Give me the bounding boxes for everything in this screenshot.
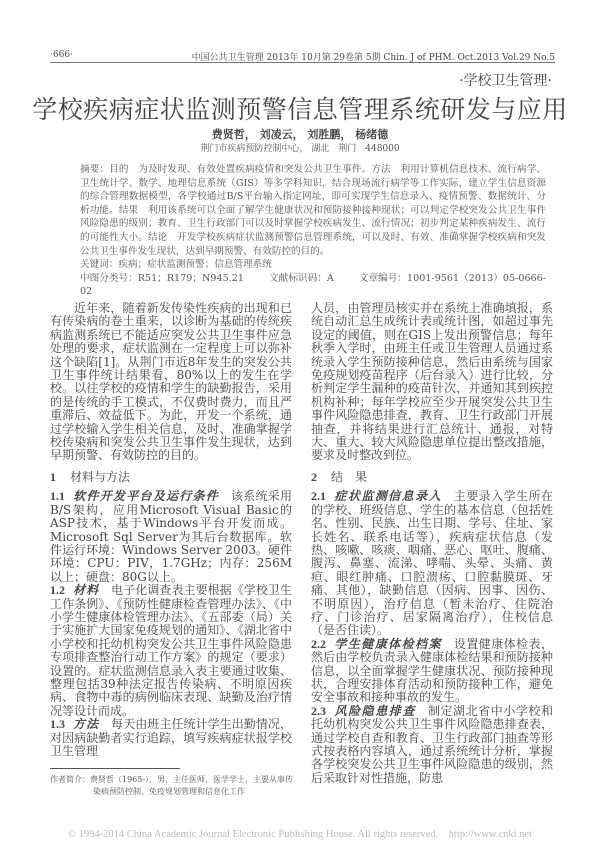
author-footnote (50, 774, 295, 798)
footnote-line: 作者简介：费贤哲（1965-），男，主任医师，医学学士，主要从事传 (50, 775, 294, 785)
running-header (50, 48, 555, 63)
subsection-text: 电子化调查表主要根据《学校卫生工作条例》、《预防性健康检查管理办法》、《中小学生健康体检管理办法》、《五部委（局）关于实施扩大国家免疫规划的通知》、《湖北省中小学校和托幼机构突发公共卫生事件风险隐患专项排查整治行动工作方案》的规定（要求）设置的。症状监测信息录入表主要通过收集、整理包括39种法定报告传染病、不明原因疾病、食物中毒的病例临床表现、缺勤及治疗情况等设计而成。 (50, 583, 292, 718)
section-title: 材料与方法 (70, 469, 131, 484)
subsection-title: 材料 (73, 583, 100, 598)
abstract (80, 163, 546, 299)
section-heading-1 (50, 471, 292, 484)
column-tag: ·学校卫生管理· (459, 73, 552, 89)
copyright-watermark: © 1994-2014 China Academic Journal Electronic Publishing House. All rights reserved. http://www.cnki.net (68, 829, 532, 840)
section-title: 结 果 (331, 469, 368, 484)
document-code: 文献标识码：A (269, 272, 334, 284)
subsection-text: 设置健康体检表，然后由学校负责录入健康体检结果和预防接种信息，以全面掌握学生健康状况、预防接种现状，合理安排体育活动和预防接种工作，避免安全事故和接种事故的发生。 (311, 636, 553, 705)
clc-number: 中图分类号：R51；R179；N945.21 (80, 272, 244, 284)
continued-paragraph: 人员，由管理员核实并在系统上准确填报，系统自动汇总生成统计表或统计图，如超过事先设定的阈值，则在GIS上发出预警信息；每年秋季入学时，由班主任或卫生管理人员通过系统录入学生预防接种信息，然后由系统与国家免疫规划疫苗程序（后台录入）进行比较，分析判定学生漏种的疫苗针次，并通知其到疾控机构补种；每年学校应至少开展突发公共卫生事件风险隐患排查，教育、卫生行政部门开展抽查，并将结果进行汇总统计、通报，对特大、重大、较大风险隐患单位提出整改措施，要求及时整改到位。 (311, 301, 553, 463)
subsection-1-1 (50, 490, 292, 584)
intro-paragraph: 近年来，随着新发传染性疾病的出现和已有传染病的卷土重来，以诊断为基础的传统疾病监测系统已不能适应突发公共卫生事件应急处理的要求，症状监测在一定程度上可以弥补这个缺陷[1]。从荆门市近8年发生的突发公共卫生事件统计结果看，80%以上的发生在学校。以往学校的疫情和学生的缺勤报告，采用的是传统的手工模式，不仅费时费力，而且严重滞后、效益低下。为此，开发一个系统，通过学校输入学生相关信息，及时、准确掌握学校传染病和突发公共卫生事件发生现状，达到早期预警、有效防控的目的。 (50, 301, 292, 463)
subsection-2-3 (311, 705, 553, 785)
subsection-text: 每天由班主任统计学生出勤情况，对因病缺勤者实行追踪，填写疾病症状报学校卫生管理 (50, 717, 292, 758)
keywords: 关键词：疾病；症状监测预警；信息管理系统 (80, 259, 272, 271)
subsection-text: 主要录入学生所在的学校、班级信息、学生的基本信息（包括姓名、性别、民族、出生日期、学号、住址、家长姓名、联系电话等），疾病症状信息（发热、咳嗽、咳痰、咽痛、恶心、呕吐、腹痛、腹泻、鼻塞、流涕、哮喘、头晕、头痛、黄疸、眼红肿痛、口腔溃疡、口腔黏膜斑、牙痛、其他），缺勤信息（因病、因事、因伤、不明原因），治疗信息（暂未治疗、住院治疗、门诊治疗、居家隔离治疗），住校信息（是否住读）。 (311, 489, 553, 638)
subsection-title: 症状监测信息录入 (334, 489, 442, 504)
classification (80, 272, 546, 299)
subsection-number: 2.3 (311, 703, 326, 718)
footnote-line: 染病预防控制、免疫规划管理和信息化工作 (93, 787, 245, 797)
right-column (311, 302, 553, 785)
footnote-divider (50, 768, 180, 769)
subsection-title: 方法 (73, 717, 100, 732)
section-number: 1 (50, 469, 56, 484)
subsection-title: 学生健康体检档案 (334, 636, 442, 651)
subsection-1-3 (50, 718, 292, 758)
left-column (50, 302, 292, 798)
subsection-number: 2.1 (311, 489, 326, 504)
section-heading-2 (311, 471, 553, 484)
subsection-1-2 (50, 584, 292, 718)
paper-title: 学校疾病症状监测预警信息管理系统研发与应用 (32, 95, 568, 124)
subsection-text: 该系统采用B/S架构，应用Microsoft Visual Basic的ASP技术，基于Windows平台开发而成。Microsoft Sql Server为其后台数据库。软件运行环境：Windows Server 2003。硬件环境：CPU：PIV，1.7GHz；内存：256M以上；硬盘：80G以上。 (50, 489, 292, 584)
subsection-text: 制定湖北省中小学校和托幼机构突发公共卫生事件风险隐患排查表，通过学校自查和教育、卫生行政部门抽查等形式按表格内容填入，通过系统统计分析，掌握各学校突发公共卫生事件风险隐患的级别，然后采取针对性措施，防患 (311, 703, 553, 785)
journal-citation: 中国公共卫生管理 2013年 10月第 29卷第 5期 Chin. J of PHM. Oct.2013 Vol.29 No.5 (191, 53, 555, 63)
section-number: 2 (311, 469, 317, 484)
subsection-2-2 (311, 638, 553, 705)
authors: 费贤哲， 刘凌云， 刘胜鹏， 杨绪德 (211, 128, 389, 141)
abstract-text: 摘要：目的 为及时发现、有效处置疾病疫情和突发公共卫生事件。方法 利用计算机信息技术、流行病学、卫生统计学、数学、地理信息系统（GIS）等多学科知识，结合现场流行病学等工作实际，建立学生信息资源的综合管理数据模型，各学校通过B/S平台输入指定网址，即可实现学生信息录入、疫情预警、数据统计、分析功能。结果 利用该系统可以全面了解学生健康状况和预防接种接种现状；可以判定学校突发公共卫生事件风险隐患的级别；教育、卫生行政部门可以及时掌握学校疾病发生、流行情况；初步判定某种疾病发生、流行的可能性大小。结论 开发学校疾病症状监测预警信息管理系统，可以及时、有效、准确掌握学校疾病和突发公共卫生事件发生现状，达到早期预警、有效防控的目的。 (80, 164, 546, 257)
subsection-number: 1.2 (50, 583, 65, 598)
subsection-number: 2.2 (311, 636, 326, 651)
subsection-2-1 (311, 490, 553, 637)
subsection-number: 1.3 (50, 717, 65, 732)
subsection-title: 风险隐患排查 (334, 703, 416, 718)
subsection-title: 软件开发平台及运行条件 (73, 489, 219, 504)
page-number: ·666· (50, 50, 73, 60)
subsection-number: 1.1 (50, 489, 65, 504)
affiliation: 荆门市疾病预防控制中心， 湖北 荆门 448000 (200, 144, 400, 154)
article-number: 文章编号：1001-9561（2013）05-0666-02 (80, 272, 546, 298)
